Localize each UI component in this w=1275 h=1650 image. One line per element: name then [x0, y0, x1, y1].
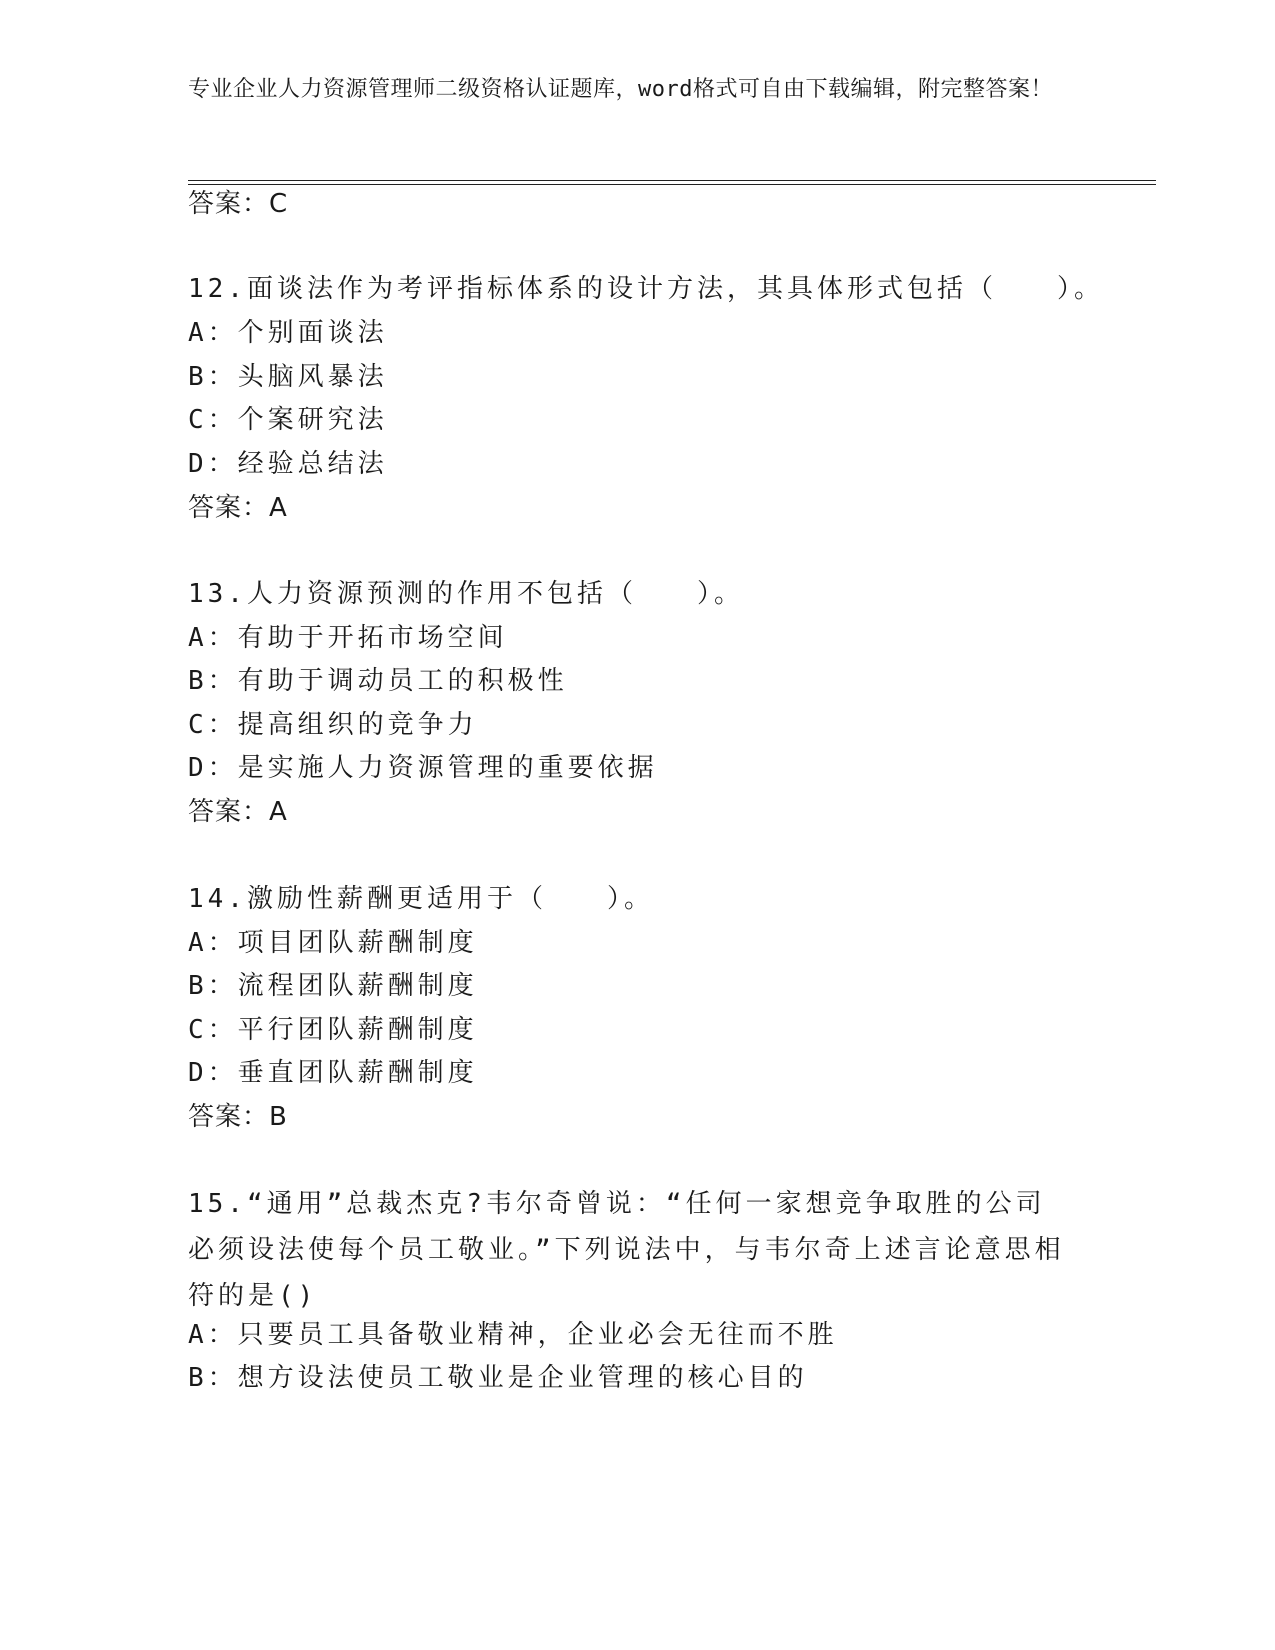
document-header: 专业企业人力资源管理师二级资格认证题库，word格式可自由下载编辑，附完整答案！	[188, 77, 1053, 102]
question-15-text: 15.“通用”总裁杰克?韦尔奇曾说：“任何一家想竞争取胜的公司必须设法使每个员工敬业。”下列说法中，与韦尔奇上述言论意思相符的是()	[188, 1189, 1065, 1311]
question-13-answer: 答案：A	[188, 797, 288, 827]
answer-line: 答案：C	[188, 189, 289, 219]
question-15-option-b: B：想方设法使员工敬业是企业管理的核心目的	[188, 1363, 808, 1393]
header-divider-top	[188, 180, 1156, 181]
question-12-option-a: A：个别面谈法	[188, 318, 388, 348]
question-12-option-c: C：个案研究法	[188, 405, 388, 435]
header-divider-bottom	[188, 184, 1156, 185]
question-12-option-d: D：经验总结法	[188, 449, 388, 479]
question-14-text: 14.激励性薪酬更适用于（ ）。	[188, 884, 654, 914]
question-15-option-a: A：只要员工具备敬业精神，企业必会无往而不胜	[188, 1320, 838, 1350]
question-13-option-a: A：有助于开拓市场空间	[188, 623, 508, 653]
question-13-option-c: C：提高组织的竞争力	[188, 710, 478, 740]
question-14-option-a: A：项目团队薪酬制度	[188, 928, 478, 958]
question-14-option-c: C：平行团队薪酬制度	[188, 1015, 478, 1045]
question-12-text: 12.面谈法作为考评指标体系的设计方法，其具体形式包括（ ）。	[188, 274, 1104, 304]
question-14-answer: 答案：B	[188, 1102, 288, 1132]
question-14-option-d: D：垂直团队薪酬制度	[188, 1058, 478, 1088]
question-12-option-b: B：头脑风暴法	[188, 362, 388, 392]
question-13-text: 13.人力资源预测的作用不包括（ ）。	[188, 579, 744, 609]
question-12-answer: 答案：A	[188, 493, 288, 523]
question-13-option-b: B：有助于调动员工的积极性	[188, 666, 568, 696]
question-14-option-b: B：流程团队薪酬制度	[188, 971, 478, 1001]
question-13-option-d: D：是实施人力资源管理的重要依据	[188, 753, 658, 783]
